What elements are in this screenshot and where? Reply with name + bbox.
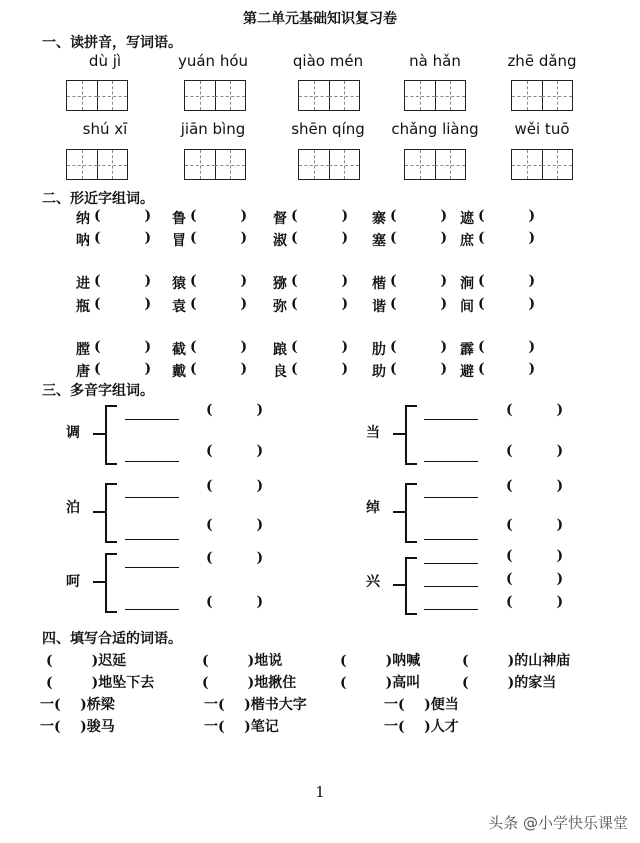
writing-grid[interactable] [404, 80, 466, 111]
word-blank[interactable]: ( ) [94, 230, 152, 246]
word-blank[interactable]: ( ) [478, 361, 536, 377]
similar-char: 猕 [273, 276, 287, 292]
writing-grid[interactable] [511, 80, 573, 111]
answer-line[interactable] [424, 539, 478, 540]
pinyin-label: qiào mén [292, 52, 364, 70]
writing-grid[interactable] [298, 80, 360, 111]
pinyin-blank[interactable]: ( ) [506, 402, 564, 418]
fill-phrase[interactable]: ( )呐喊 [340, 653, 421, 669]
page-title: 第二单元基础知识复习卷 [243, 11, 397, 27]
pinyin-blank[interactable]: ( ) [206, 478, 264, 494]
pinyin-label: yuán hóu [177, 52, 249, 70]
word-blank[interactable]: ( ) [190, 208, 248, 224]
pinyin-blank[interactable]: ( ) [506, 443, 564, 459]
similar-char: 冒 [172, 233, 186, 249]
answer-line[interactable] [424, 461, 478, 462]
fill-phrase[interactable]: ( )高叫 [340, 675, 421, 691]
fill-phrase[interactable]: 一( )楷书大字 [204, 697, 307, 713]
word-blank[interactable]: ( ) [390, 339, 448, 355]
similar-char: 唐 [76, 364, 90, 380]
answer-line[interactable] [125, 497, 179, 498]
similar-char: 进 [76, 276, 90, 292]
pinyin-blank[interactable]: ( ) [506, 478, 564, 494]
fill-phrase[interactable]: ( )地说 [202, 653, 283, 669]
section-1-heading: 一、读拼音，写词语。 [42, 35, 182, 51]
bracket [405, 483, 407, 543]
polyphone-char: 绰 [366, 500, 380, 516]
word-blank[interactable]: ( ) [190, 339, 248, 355]
bracket [105, 553, 107, 613]
polyphone-char: 泊 [66, 500, 80, 516]
pinyin-blank[interactable]: ( ) [206, 550, 264, 566]
fill-phrase[interactable]: 一( )便当 [384, 697, 459, 713]
pinyin-label: nà hǎn [409, 52, 461, 70]
similar-char: 膛 [76, 342, 90, 358]
pinyin-label: chǎng liàng [391, 120, 479, 138]
similar-char: 楷 [372, 276, 386, 292]
word-blank[interactable]: ( ) [94, 273, 152, 289]
similar-char: 淑 [273, 233, 287, 249]
similar-char: 瓶 [76, 299, 90, 315]
fill-phrase[interactable]: 一( )笔记 [204, 719, 279, 735]
writing-grid[interactable] [184, 149, 246, 180]
word-blank[interactable]: ( ) [94, 296, 152, 312]
word-blank[interactable]: ( ) [478, 339, 536, 355]
similar-char: 寨 [372, 211, 386, 227]
writing-grid[interactable] [184, 80, 246, 111]
answer-line[interactable] [424, 609, 478, 610]
word-blank[interactable]: ( ) [478, 208, 536, 224]
answer-line[interactable] [125, 419, 179, 420]
word-blank[interactable]: ( ) [390, 208, 448, 224]
fill-phrase[interactable]: 一( )人才 [384, 719, 459, 735]
pinyin-label: shú xī [82, 120, 128, 138]
word-blank[interactable]: ( ) [291, 296, 349, 312]
pinyin-blank[interactable]: ( ) [506, 594, 564, 610]
answer-line[interactable] [424, 497, 478, 498]
similar-char: 肋 [372, 342, 386, 358]
polyphone-char: 兴 [366, 574, 380, 590]
pinyin-blank[interactable]: ( ) [506, 571, 564, 587]
pinyin-blank[interactable]: ( ) [506, 517, 564, 533]
answer-line[interactable] [424, 563, 478, 564]
fill-phrase[interactable]: ( )的家当 [462, 675, 557, 691]
word-blank[interactable]: ( ) [390, 296, 448, 312]
word-blank[interactable]: ( ) [291, 208, 349, 224]
answer-line[interactable] [424, 419, 478, 420]
fill-phrase[interactable]: ( )地坠下去 [46, 675, 155, 691]
similar-char: 间 [460, 299, 474, 315]
page-number: 1 [315, 783, 325, 801]
similar-char: 鲁 [172, 211, 186, 227]
pinyin-label: dù jì [88, 52, 122, 70]
word-blank[interactable]: ( ) [390, 230, 448, 246]
polyphone-char: 当 [366, 425, 380, 441]
section-3-heading: 三、多音字组词。 [42, 383, 154, 399]
fill-phrase[interactable]: ( )地揪住 [202, 675, 297, 691]
watermark: 头条 @小学快乐课堂 [488, 814, 628, 832]
word-blank[interactable]: ( ) [478, 273, 536, 289]
similar-char: 踉 [273, 342, 287, 358]
answer-line[interactable] [125, 461, 179, 462]
pinyin-blank[interactable]: ( ) [506, 548, 564, 564]
writing-grid[interactable] [66, 149, 128, 180]
word-blank[interactable]: ( ) [478, 230, 536, 246]
word-blank[interactable]: ( ) [190, 296, 248, 312]
similar-char: 遮 [460, 211, 474, 227]
section-4-heading: 四、填写合适的词语。 [42, 631, 182, 647]
bracket [405, 405, 407, 465]
similar-char: 霹 [460, 342, 474, 358]
word-blank[interactable]: ( ) [390, 273, 448, 289]
polyphone-char: 呵 [66, 574, 80, 590]
word-blank[interactable]: ( ) [291, 230, 349, 246]
writing-grid[interactable] [404, 149, 466, 180]
similar-char: 涧 [460, 276, 474, 292]
fill-phrase[interactable]: 一( )骏马 [40, 719, 115, 735]
polyphone-char: 调 [66, 425, 80, 441]
word-blank[interactable]: ( ) [291, 361, 349, 377]
similar-char: 督 [273, 211, 287, 227]
word-blank[interactable]: ( ) [94, 361, 152, 377]
similar-char: 良 [273, 364, 287, 380]
bracket [405, 557, 407, 615]
pinyin-label: wěi tuō [514, 120, 570, 138]
word-blank[interactable]: ( ) [190, 230, 248, 246]
similar-char: 戴 [172, 364, 186, 380]
writing-grid[interactable] [66, 80, 128, 111]
word-blank[interactable]: ( ) [390, 361, 448, 377]
answer-line[interactable] [125, 539, 179, 540]
bracket [105, 405, 107, 465]
similar-char: 袁 [172, 299, 186, 315]
pinyin-label: shēn qíng [291, 120, 365, 138]
section-2-heading: 二、形近字组词。 [42, 191, 154, 207]
bracket [105, 483, 107, 543]
word-blank[interactable]: ( ) [94, 208, 152, 224]
similar-char: 塞 [372, 233, 386, 249]
answer-line[interactable] [125, 567, 179, 568]
word-blank[interactable]: ( ) [291, 273, 349, 289]
fill-phrase[interactable]: 一( )桥梁 [40, 697, 115, 713]
similar-char: 纳 [76, 211, 90, 227]
fill-phrase[interactable]: ( )迟延 [46, 653, 127, 669]
similar-char: 截 [172, 342, 186, 358]
writing-grid[interactable] [298, 149, 360, 180]
answer-line[interactable] [424, 586, 478, 587]
similar-char: 庶 [460, 233, 474, 249]
pinyin-blank[interactable]: ( ) [206, 594, 264, 610]
similar-char: 助 [372, 364, 386, 380]
pinyin-blank[interactable]: ( ) [206, 443, 264, 459]
pinyin-blank[interactable]: ( ) [206, 402, 264, 418]
similar-char: 谐 [372, 299, 386, 315]
similar-char: 呐 [76, 233, 90, 249]
pinyin-label: jiān bìng [180, 120, 246, 138]
word-blank[interactable]: ( ) [190, 361, 248, 377]
writing-grid[interactable] [511, 149, 573, 180]
word-blank[interactable]: ( ) [94, 339, 152, 355]
fill-phrase[interactable]: ( )的山神庙 [462, 653, 571, 669]
answer-line[interactable] [125, 609, 179, 610]
similar-char: 弥 [273, 299, 287, 315]
word-blank[interactable]: ( ) [291, 339, 349, 355]
similar-char: 避 [460, 364, 474, 380]
word-blank[interactable]: ( ) [478, 296, 536, 312]
similar-char: 猿 [172, 276, 186, 292]
pinyin-blank[interactable]: ( ) [206, 517, 264, 533]
pinyin-label: zhē dǎng [507, 52, 577, 70]
word-blank[interactable]: ( ) [190, 273, 248, 289]
